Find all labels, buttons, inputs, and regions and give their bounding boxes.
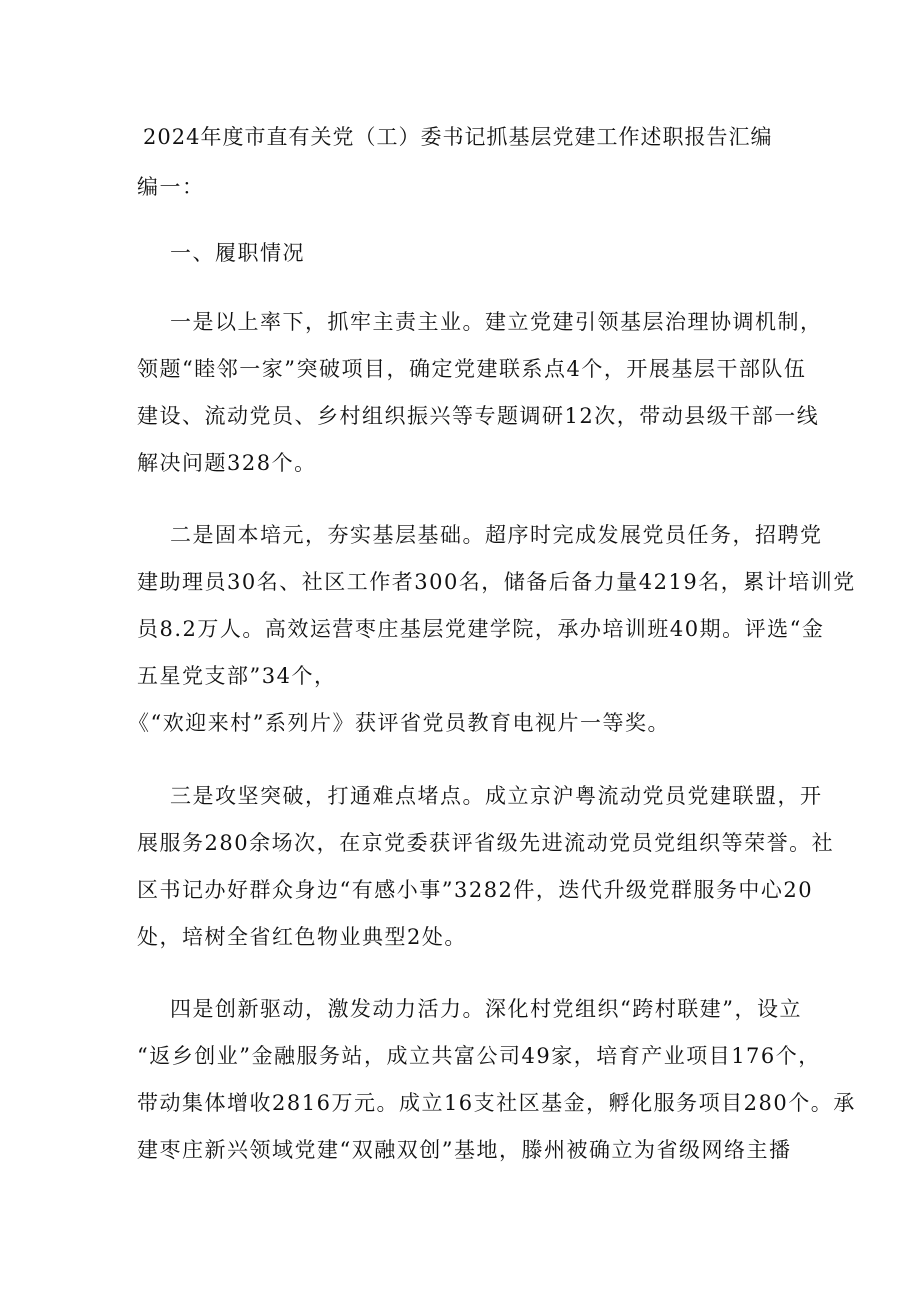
paragraph-line: 展服务280余场次，在京党委获评省级先进流动党员党组织等荣誉。社	[137, 831, 835, 855]
paragraph-line: 四是创新驱动，激发动力活力。深化村党组织“跨村联建”，设立	[170, 997, 802, 1021]
paragraph-line: 《“欢迎来村”系列片》获评省党员教育电视片一等奖。	[128, 711, 670, 735]
paragraph-line: 建助理员30名、社区工作者300名，储备后备力量4219名，累计培训党	[137, 570, 856, 594]
paragraph-line: 区书记办好群众身边“有感小事”3282件，迭代升级党群服务中心20	[137, 878, 814, 902]
paragraph-line: 三是攻坚突破，打通难点堵点。成立京沪粤流动党员党建联盟，开	[170, 784, 823, 808]
paragraph-line: 建设、流动党员、乡村组织振兴等专题调研12次，带动县级干部一线	[137, 404, 820, 428]
document-title: 2024年度市直有关党（工）委书记抓基层党建工作述职报告汇编	[143, 125, 773, 149]
paragraph-line: 二是固本培元，夯实基层基础。超序时完成发展党员任务，招聘党	[170, 523, 823, 547]
paragraph-line: 解决问题328个。	[137, 451, 317, 475]
paragraph-line: 带动集体增收2816万元。成立16支社区基金，孵化服务项目280个。承	[137, 1091, 856, 1115]
paragraph-line: 领题“睦邻一家”突破项目，确定党建联系点4个，开展基层干部队伍	[137, 357, 807, 381]
paragraph-line: 建枣庄新兴领域党建“双融双创”基地，滕州被确立为省级网络主播	[137, 1138, 792, 1162]
section-heading: 一、履职情况	[170, 241, 305, 265]
paragraph-line: “返乡创业”金融服务站，成立共富公司49家，培育产业项目176个，	[137, 1044, 821, 1068]
paragraph-line: 五星党支部”34个，	[137, 664, 337, 688]
paragraph-line: 处，培树全省红色物业典型2处。	[137, 925, 467, 949]
paragraph-line: 一是以上率下，抓牢主责主业。建立党建引领基层治理协调机制，	[170, 310, 823, 334]
paragraph-line: 员8.2万人。高效运营枣庄基层党建学院，承办培训班40期。评选“金	[137, 617, 825, 641]
document-subtitle: 编一：	[137, 175, 205, 199]
